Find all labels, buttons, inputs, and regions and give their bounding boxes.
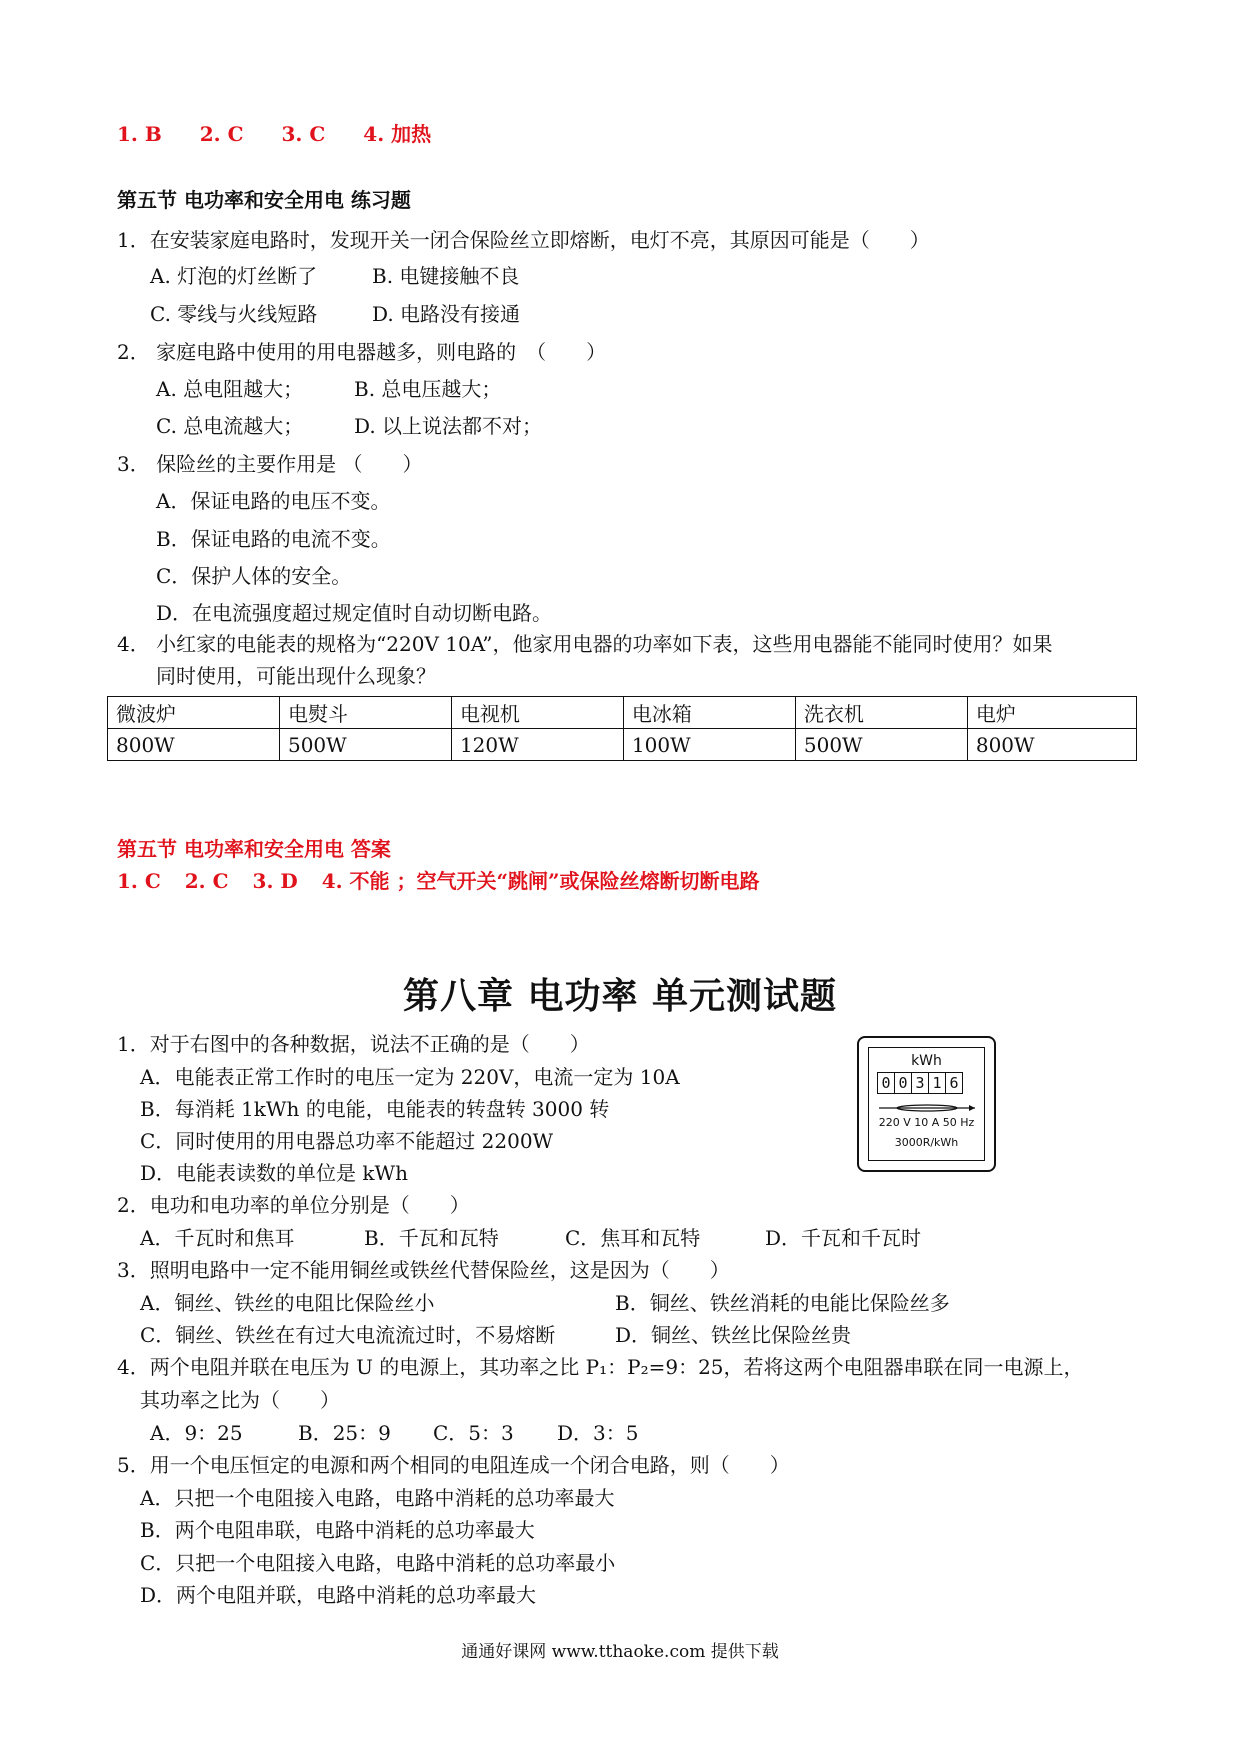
chapter-title: 第八章 电功率 单元测试题 bbox=[402, 976, 838, 1017]
s5-q1-option-c: C. 零线与火线短路 bbox=[150, 302, 318, 326]
table-cell: 800W bbox=[967, 729, 1136, 761]
c8-q3-option-b: B．铜丝、铁丝消耗的电能比保险丝多 bbox=[615, 1291, 950, 1315]
c8-q2-option-a: A．千瓦时和焦耳 bbox=[140, 1226, 295, 1250]
table-cell: 800W bbox=[108, 729, 280, 761]
answer-2: 2. C bbox=[184, 869, 229, 893]
meter-disc-icon bbox=[877, 1104, 977, 1112]
c8-q5-option-c: C．只把一个电阻接入电路，电路中消耗的总功率最小 bbox=[140, 1551, 616, 1575]
s5-q3-option-c: C．保护人体的安全。 bbox=[156, 564, 352, 588]
c8-q5-option-a: A．只把一个电阻接入电路，电路中消耗的总功率最大 bbox=[140, 1486, 615, 1510]
page-footer: 通通好课网 www.tthaoke.com 提供下载 bbox=[461, 1642, 779, 1662]
appliance-power-table bbox=[107, 696, 1137, 761]
s5-q3-stem: 3． 保险丝的主要作用是 （ ） bbox=[117, 452, 423, 476]
s5-q1-option-a: A. 灯泡的灯丝断了 bbox=[150, 264, 318, 288]
c8-q3-stem: 3．照明电路中一定不能用铜丝或铁丝代替保险丝，这是因为（ ） bbox=[117, 1258, 730, 1282]
table-cell: 120W bbox=[451, 729, 623, 761]
s5-q3-option-a: A．保证电路的电压不变。 bbox=[156, 489, 391, 513]
answer-3: 3. D bbox=[252, 869, 298, 893]
answer-3: 3. C bbox=[281, 122, 326, 146]
c8-q4-option-d: D．3：5 bbox=[557, 1421, 639, 1445]
answer-4: 4. 加热 bbox=[363, 122, 432, 146]
c8-q4-option-a: A．9：25 bbox=[150, 1421, 243, 1445]
c8-q1-option-b: B．每消耗 1kWh 的电能，电能表的转盘转 3000 转 bbox=[140, 1097, 610, 1121]
section5-heading: 第五节 电功率和安全用电 练习题 bbox=[117, 188, 411, 212]
answer-1: 1. C bbox=[117, 869, 161, 893]
previous-answers bbox=[117, 122, 469, 146]
c8-q4-stem-line2: 其功率之比为（ ） bbox=[140, 1388, 340, 1412]
meter-rate: 3000R/kWh bbox=[894, 1136, 959, 1149]
s5-q4-stem-line2: 同时使用，可能出现什么现象？ bbox=[156, 664, 436, 688]
s5-q2-option-d: D. 以上说法都不对； bbox=[354, 414, 543, 438]
s5-q1-stem: 1．在安装家庭电路时，发现开关一闭合保险丝立即熔断，电灯不亮，其原因可能是（ ） bbox=[117, 228, 930, 252]
meter-reading bbox=[877, 1072, 963, 1094]
table-header-row bbox=[108, 697, 1137, 729]
table-header-cell: 洗衣机 bbox=[795, 697, 967, 729]
c8-q4-stem-line1: 4．两个电阻并联在电压为 U 的电源上，其功率之比 P₁：P₂=9：25，若将这两个电阻器串联在同一电源上， bbox=[117, 1355, 1084, 1379]
c8-q2-option-d: D．千瓦和千瓦时 bbox=[765, 1226, 922, 1250]
c8-q1-stem: 1．对于右图中的各种数据，说法不正确的是（ ） bbox=[117, 1032, 590, 1056]
answer-4: 4. 不能 ；空气开关“跳闸”或保险丝熔断切断电路 bbox=[321, 869, 760, 893]
answer-2: 2. C bbox=[199, 122, 244, 146]
table-header-cell: 电冰箱 bbox=[623, 697, 795, 729]
c8-q2-stem: 2．电功和电功率的单位分别是（ ） bbox=[117, 1193, 470, 1217]
c8-q5-option-d: D．两个电阻并联，电路中消耗的总功率最大 bbox=[140, 1583, 537, 1607]
table-row bbox=[108, 729, 1137, 761]
c8-q5-option-b: B．两个电阻串联，电路中消耗的总功率最大 bbox=[140, 1518, 535, 1542]
s5-q2-option-c: C. 总电流越大； bbox=[156, 414, 304, 438]
c8-q1-option-c: C．同时使用的用电器总功率不能超过 2200W bbox=[140, 1129, 554, 1153]
energy-meter-figure bbox=[857, 1036, 996, 1172]
meter-spec: 220 V 10 A 50 Hz bbox=[878, 1116, 975, 1129]
s5-q2-option-a: A. 总电阻越大； bbox=[156, 377, 304, 401]
c8-q1-option-a: A．电能表正常工作时的电压一定为 220V，电流一定为 10A bbox=[140, 1065, 680, 1089]
c8-q3-option-a: A．铜丝、铁丝的电阻比保险丝小 bbox=[140, 1291, 435, 1315]
s5-q1-option-b: B. 电键接触不良 bbox=[372, 264, 520, 288]
meter-digit: 0 bbox=[878, 1073, 895, 1093]
answer-1: 1. B bbox=[117, 122, 162, 146]
meter-digit: 6 bbox=[945, 1072, 963, 1094]
table-header-cell: 微波炉 bbox=[108, 697, 280, 729]
section5-answer-heading: 第五节 电功率和安全用电 答案 bbox=[117, 837, 391, 861]
c8-q2-option-c: C．焦耳和瓦特 bbox=[565, 1226, 701, 1250]
meter-digit: 3 bbox=[912, 1073, 929, 1093]
c8-q4-option-c: C．5：3 bbox=[433, 1421, 514, 1445]
table-header-cell: 电熨斗 bbox=[279, 697, 451, 729]
c8-q3-option-d: D．铜丝、铁丝比保险丝贵 bbox=[615, 1323, 852, 1347]
c8-q4-option-b: B．25：9 bbox=[298, 1421, 391, 1445]
s5-q2-option-b: B. 总电压越大； bbox=[354, 377, 502, 401]
table-cell: 100W bbox=[623, 729, 795, 761]
c8-q2-option-b: B．千瓦和瓦特 bbox=[364, 1226, 499, 1250]
table-cell: 500W bbox=[795, 729, 967, 761]
table-header-cell: 电炉 bbox=[967, 697, 1136, 729]
s5-q3-option-d: D．在电流强度超过规定值时自动切断电路。 bbox=[156, 601, 553, 625]
meter-unit: kWh bbox=[911, 1053, 942, 1069]
c8-q1-option-d: D．电能表读数的单位是 kWh bbox=[140, 1161, 408, 1185]
s5-q1-option-d: D. 电路没有接通 bbox=[372, 302, 521, 326]
c8-q3-option-c: C．铜丝、铁丝在有过大电流流过时，不易熔断 bbox=[140, 1323, 556, 1347]
table-cell: 500W bbox=[279, 729, 451, 761]
c8-q5-stem: 5．用一个电压恒定的电源和两个相同的电阻连成一个闭合电路，则（ ） bbox=[117, 1453, 790, 1477]
s5-q2-stem: 2． 家庭电路中使用的用电器越多，则电路的 （ ） bbox=[117, 340, 607, 364]
table-header-cell: 电视机 bbox=[451, 697, 623, 729]
s5-q3-option-b: B．保证电路的电流不变。 bbox=[156, 527, 391, 551]
meter-digit: 0 bbox=[895, 1073, 912, 1093]
section5-answers bbox=[117, 869, 784, 893]
meter-digit: 1 bbox=[929, 1073, 946, 1093]
s5-q4-stem-line1: 4． 小红家的电能表的规格为“220V 10A”，他家用电器的功率如下表，这些用电器能不能同时使用？如果 bbox=[117, 632, 1053, 656]
